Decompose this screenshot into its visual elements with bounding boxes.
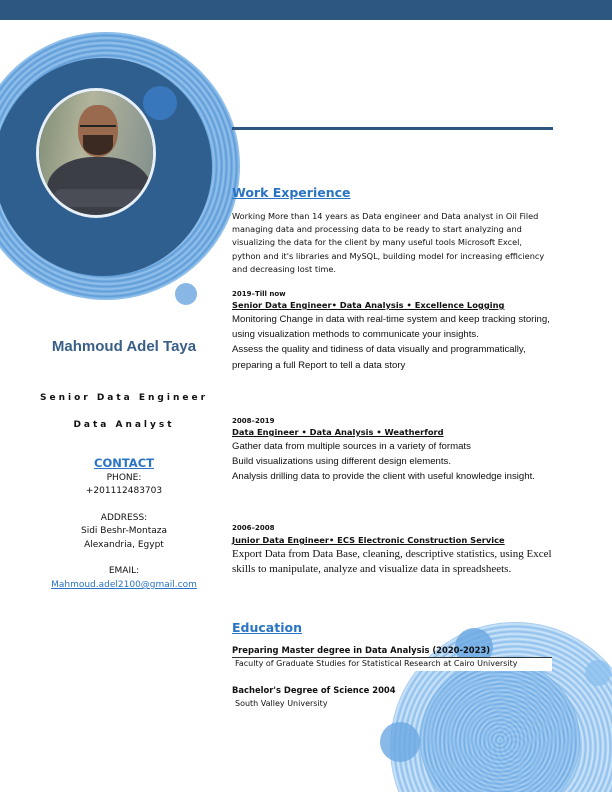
decorative-dot (380, 722, 420, 762)
work-experience-heading: Work Experience (232, 185, 351, 200)
work-summary: Working More than 14 years as Data engineer and Data analyst in Oil Filed managing data and processing data to be ready to start analyzing and visualizing the data for the client by many useful tools Microsoft Excel, python and it's libraries and MySQL, building model for increasing efficiency and decreasing lost time. (232, 211, 545, 274)
job-date: 2008–2019 (232, 417, 275, 425)
contact-heading: CONTACT (94, 456, 154, 470)
degree-title: Bachelor's Degree of Science 2004 (232, 685, 396, 695)
job-title-primary: Senior Data Engineer (39, 393, 209, 403)
job-date: 2006–2008 (232, 524, 275, 532)
phone-value: +201112483703 (85, 486, 163, 496)
job-description (232, 547, 552, 577)
job-description-line: Build visualizations using different design elements. (232, 456, 452, 468)
email-label: EMAIL: (108, 566, 140, 576)
address-line: Sidi Beshr-Montaza (80, 526, 168, 536)
job-description-line: Gather data from multiple sources in a variety of formats (232, 441, 471, 452)
education-heading: Education (232, 620, 302, 635)
email-link[interactable]: Mahmoud.adel2100@gmail.com (51, 580, 197, 590)
section-divider (232, 127, 553, 130)
job-description-line: Analysis drilling data to provide the client with useful knowledge insight. (232, 471, 535, 483)
decorative-dot (175, 283, 197, 305)
job-title: Data Engineer • Data Analysis • Weatherford (232, 427, 444, 437)
phone-label: PHONE: (106, 473, 142, 483)
job-description (232, 439, 552, 485)
job-description (232, 312, 552, 373)
job-description-line: Export Data from Data Base, cleaning, descriptive statistics, using Excel skills to manipulate, analyze and visualize data in spreadsheets. (232, 548, 552, 576)
profile-photo (36, 88, 156, 218)
candidate-name: Mahmoud Adel Taya (51, 338, 197, 355)
job-title: Senior Data Engineer• Data Analysis • Excellence Logging (232, 300, 505, 310)
school-name: South Valley University (235, 699, 328, 708)
job-title-secondary: Data Analyst (73, 420, 175, 430)
address-label: ADDRESS: (100, 513, 148, 523)
header-bar (0, 0, 612, 20)
job-description-line: Assess the quality and tidiness of data visually and programmatically, preparing a full Report to tell a data story (232, 344, 526, 371)
address-line: Alexandria, Egypt (84, 540, 164, 550)
decorative-dot (585, 660, 611, 686)
job-description-line: Monitoring Change in data with real-time system and keep tracking storing, using visualization methods to communicate your insights. (232, 314, 550, 341)
job-date: 2019–Till now (232, 290, 286, 298)
job-title: Junior Data Engineer• ECS Electronic Construction Service (232, 535, 505, 545)
school-name: Faculty of Graduate Studies for Statistical Research at Cairo University (232, 657, 552, 671)
degree-title: Preparing Master degree in Data Analysis (2020-2023) (232, 645, 491, 655)
